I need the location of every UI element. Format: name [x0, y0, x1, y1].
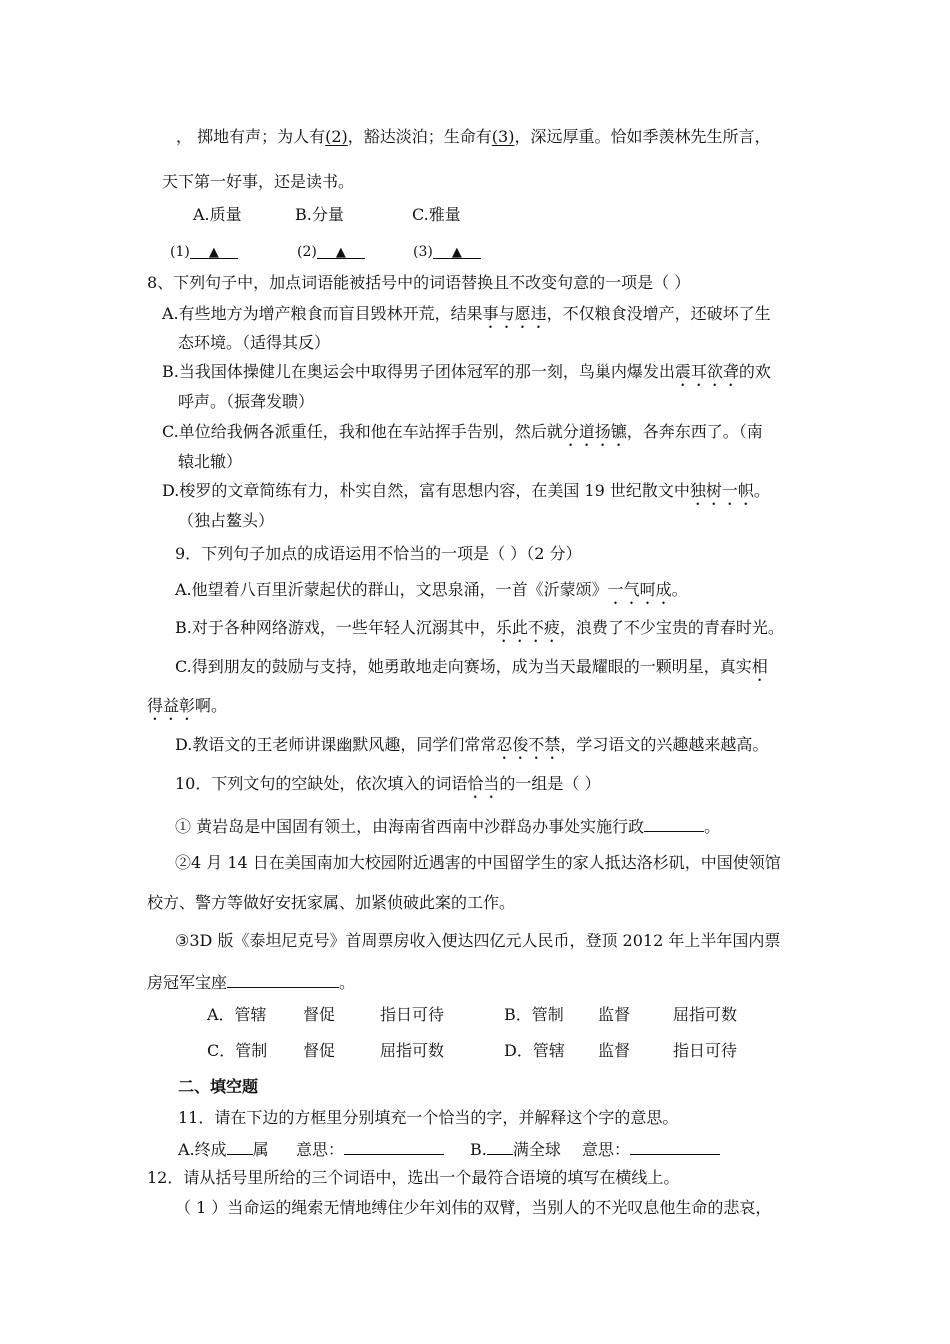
- q8-option-c-cont: 辕北辙）: [178, 452, 243, 471]
- q7-option-c: C.雅量: [412, 205, 461, 224]
- q10-sentence-3-cont: 房冠军宝座 。: [147, 973, 356, 992]
- q10-option-c-1: C．管制: [207, 1041, 268, 1060]
- q10-option-b-3: 屈指可数: [673, 1005, 738, 1024]
- q8-option-c: C.单位给我俩各派重任，我和他在车站挥手告别，然后就分道扬镳，各奔东西了。（南: [162, 422, 763, 441]
- q10-option-d-3: 指日可待: [673, 1041, 738, 1060]
- q11-stem: 11．请在下边的方框里分别填充一个恰当的字，并解释这个字的意思。: [178, 1108, 679, 1127]
- q9-option-a: A.他望着八百里沂蒙起伏的群山，文思泉涌，一首《沂蒙颂》一气呵成。: [175, 580, 688, 599]
- dotted-phrase: 相: [751, 657, 768, 676]
- q8-option-d: D.梭罗的文章简练有力，朴实自然，富有思想内容，在美国 19 世纪散文中独树一帜。: [162, 481, 770, 500]
- q12-sentence-1: （ 1 ）当命运的绳索无情地缚住少年刘伟的双臂，当别人的不光叹息他生命的悲哀，: [175, 1198, 772, 1217]
- triangle-icon: ▲: [335, 245, 346, 260]
- q7-answer-2: (2) ▲: [297, 242, 365, 262]
- q10-sentence-1: ① 黄岩岛是中国固有领土，由海南省西南中沙群岛办事处实施行政 。: [175, 817, 721, 836]
- q10-option-a-1: A．管辖: [207, 1005, 267, 1024]
- q8-stem: 8、下列句子中，加点词语能被括号中的词语替换且不改变句意的一项是（ ）: [147, 273, 691, 292]
- q11-item-b-meaning: 意思：: [582, 1138, 720, 1160]
- q9-stem: 9．下列句子加点的成语运用不恰当的一项是（ ）（2 分）: [175, 544, 582, 563]
- meaning-field[interactable]: [344, 1138, 444, 1155]
- q10-option-c-3: 屈指可数: [380, 1041, 445, 1060]
- dotted-phrase: 乐此不疲: [495, 618, 560, 637]
- q11-item-b: B. 满全球: [470, 1140, 561, 1159]
- dotted-phrase: 得益彰: [147, 696, 196, 715]
- q10-option-c-2: 督促: [303, 1041, 336, 1060]
- triangle-icon: ▲: [451, 245, 462, 260]
- q10-option-d-2: 监督: [598, 1041, 631, 1060]
- dotted-phrase: 震耳欲聋: [674, 362, 739, 381]
- q9-option-d: D.教语文的王老师讲课幽默风趣，同学们常常忍俊不禁，学习语文的兴趣越来越高。: [175, 735, 769, 754]
- q10-sentence-2: ②4 月 14 日在美国南加大校园附近遇害的中国留学生的家人抵达洛杉矶，中国使领馆: [175, 853, 781, 872]
- q10-option-b-1: B．管制: [504, 1005, 564, 1024]
- q11-item-a-meaning: 意思：: [296, 1138, 444, 1160]
- q10-sentence-2-cont: 校方、警方等做好安抚家属、加紧侦破此案的工作。: [147, 893, 516, 912]
- char-box[interactable]: [227, 1138, 253, 1155]
- section-heading: 二、填空题: [178, 1077, 259, 1096]
- q8-option-b: B.当我国体操健儿在奥运会中取得男子团体冠军的那一刻，鸟巢内爆发出震耳欲聋的欢: [162, 362, 771, 381]
- q8-option-d-cont: （独占鳌头）: [178, 511, 275, 530]
- q8-option-a-cont: 态环境。（适得其反）: [178, 333, 331, 352]
- q11-item-a: A.终成 属: [178, 1140, 269, 1159]
- q10-sentence-3: ③3D 版《泰坦尼克号》首周票房收入便达四亿元人民币，登顶 2012 年上半年国内票: [175, 931, 781, 950]
- q7-answer-1: (1) ▲: [170, 242, 238, 262]
- q7-line1: ， 掷地有声；为人有(2)，豁达淡泊；生命有(3)，深远厚重。恰如季羡林先生所言，: [176, 127, 771, 146]
- dotted-phrase: 事与愿违: [482, 304, 547, 323]
- dotted-phrase: 恰当: [467, 774, 500, 793]
- dotted-phrase: 忍俊不禁: [496, 735, 561, 754]
- blank-2: (2): [325, 127, 348, 146]
- q8-option-a: A.有些地方为增产粮食而盲目毁林开荒，结果事与愿违，不仅粮食没增产，还破坏了生: [162, 304, 771, 323]
- q10-stem: 10．下列文句的空缺处，依次填入的词语恰当的一组是（ ）: [175, 774, 601, 793]
- blank-3: (3): [491, 127, 515, 146]
- char-box[interactable]: [487, 1138, 513, 1155]
- q7-answer-3: (3) ▲: [413, 242, 481, 262]
- q8-option-b-cont: 呼声。（振聋发聩）: [178, 392, 315, 411]
- q10-option-d-1: D．管辖: [504, 1041, 565, 1060]
- meaning-field[interactable]: [630, 1138, 720, 1155]
- q10-option-a-2: 督促: [303, 1005, 336, 1024]
- q10-option-b-2: 监督: [598, 1005, 631, 1024]
- dotted-phrase: 一气呵成: [607, 580, 672, 599]
- q10-option-a-3: 指日可待: [380, 1005, 445, 1024]
- dotted-phrase: 独树一帜: [689, 481, 754, 500]
- dotted-phrase: 分道扬镳: [562, 422, 627, 441]
- q9-option-c: C.得到朋友的鼓励与支持，她勇敢地走向赛场，成为当天最耀眼的一颗明星，真实相: [175, 657, 768, 676]
- triangle-icon: ▲: [208, 245, 219, 260]
- q12-stem: 12．请从括号里所给的三个词语中，选出一个最符合语境的填写在横线上。: [147, 1168, 680, 1187]
- q9-option-b: B.对于各种网络游戏，一些年轻人沉溺其中，乐此不疲，浪费了不少宝贵的青春时光。: [175, 618, 784, 637]
- q9-option-c-cont: 得益彰啊。: [147, 696, 228, 715]
- q7-option-a: A.质量: [193, 205, 242, 224]
- q7-option-b: B.分量: [295, 205, 344, 224]
- q7-line2: 天下第一好事，还是读书。: [162, 172, 355, 191]
